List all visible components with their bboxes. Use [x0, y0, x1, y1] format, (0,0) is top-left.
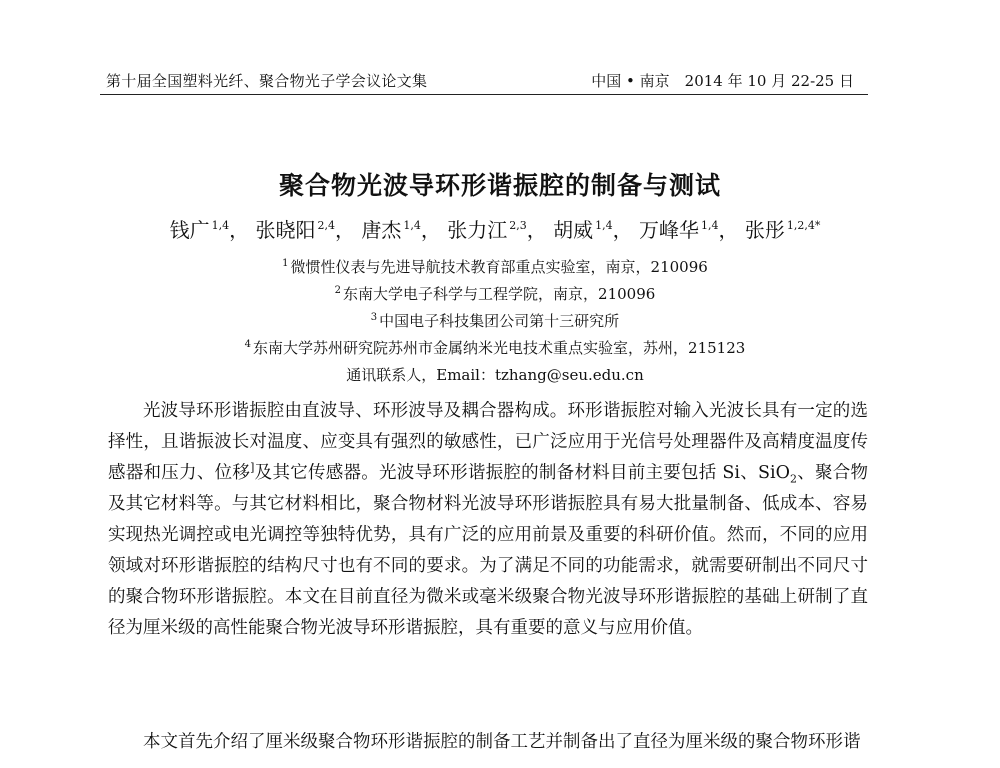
abstract-paragraph: 光波导环形谐振腔由直波导、环形波导及耦合器构成。环形谐振腔对输入光波长具有一定的选择性，且谐振波长对温度、应变具有强烈的敏感性，已广泛应用于光信号处理器件及高精度温度传感器和压力、位移]及其它传感器。光波导环形谐振腔的制备材料目前主要包括 Si、SiO$_2$、聚合物及其它材料等。与其它材料相比，聚合物材料光波导环形谐振腔具有易大批量制备、低成本、容易实现热光调控或电光调控等独特优势，具有广泛的应用前景及重要的科研价值。然而，不同的应用领域对环形谐振腔的结构尺寸也有不同的要求。为了满足不同的功能需求，就需要研制出不同尺寸的聚合物环形谐振腔。本文在目前直径为微米或毫米级聚合物光波导环形谐振腔的基础上研制了直径为厘米级的高性能聚合物光波导环形谐振腔，具有重要的意义与应用价值。 [108, 401, 868, 638]
author: 钱广 $^{1,4}$ [169, 218, 230, 242]
author-list: 钱广 $^{1,4}$， 张晓阳 $^{2,4}$， 唐杰 $^{1,4}$， 张力江 $^{2,3}$， 胡威 $^{1,4}$， 万峰华 $^{1,4}$， 张彤 $^{1,2,4*}$ [169, 218, 821, 242]
running-header [100, 66, 868, 95]
author: 唐杰 $^{1,4}$ [361, 218, 421, 242]
author: 张力江 $^{2,3}$ [447, 218, 527, 242]
author: 张晓阳 $^{2,4}$ [255, 218, 336, 242]
header-proceedings-title: 第十届全国塑料光纤、聚合物光子学会议论文集 [106, 72, 428, 90]
author: 胡威 $^{1,4}$ [553, 218, 613, 242]
header-venue-date: 中国 • 南京 2014 年 10 月 22-25 日 [591, 72, 854, 90]
body-paragraph: 本文首先介绍了厘米级聚合物环形谐振腔的制备工艺并制备出了直径为厘米级的聚合物环形谐 [143, 732, 861, 752]
author: 万峰华 $^{1,4}$ [638, 218, 719, 242]
author: 张彤 $^{1,2,4*}$ [744, 218, 821, 242]
contact-email: 通讯联系人，Email：tzhang@seu.edu.cn [346, 366, 644, 384]
affiliation: $^1$ 微惯性仪表与先进导航技术教育部重点实验室，南京，210096 [282, 258, 708, 276]
affiliation: $^3$ 中国电子科技集团公司第十三研究所 [370, 312, 620, 330]
affiliation: $^4$ 东南大学苏州研究院苏州市金属纳米光电技术重点实验室，苏州，215123 [244, 339, 746, 357]
affiliation: $^2$ 东南大学电子科学与工程学院，南京，210096 [334, 285, 656, 303]
paper-title: 聚合物光波导环形谐振腔的制备与测试 [278, 171, 721, 200]
reference-marker: ] [250, 461, 255, 475]
